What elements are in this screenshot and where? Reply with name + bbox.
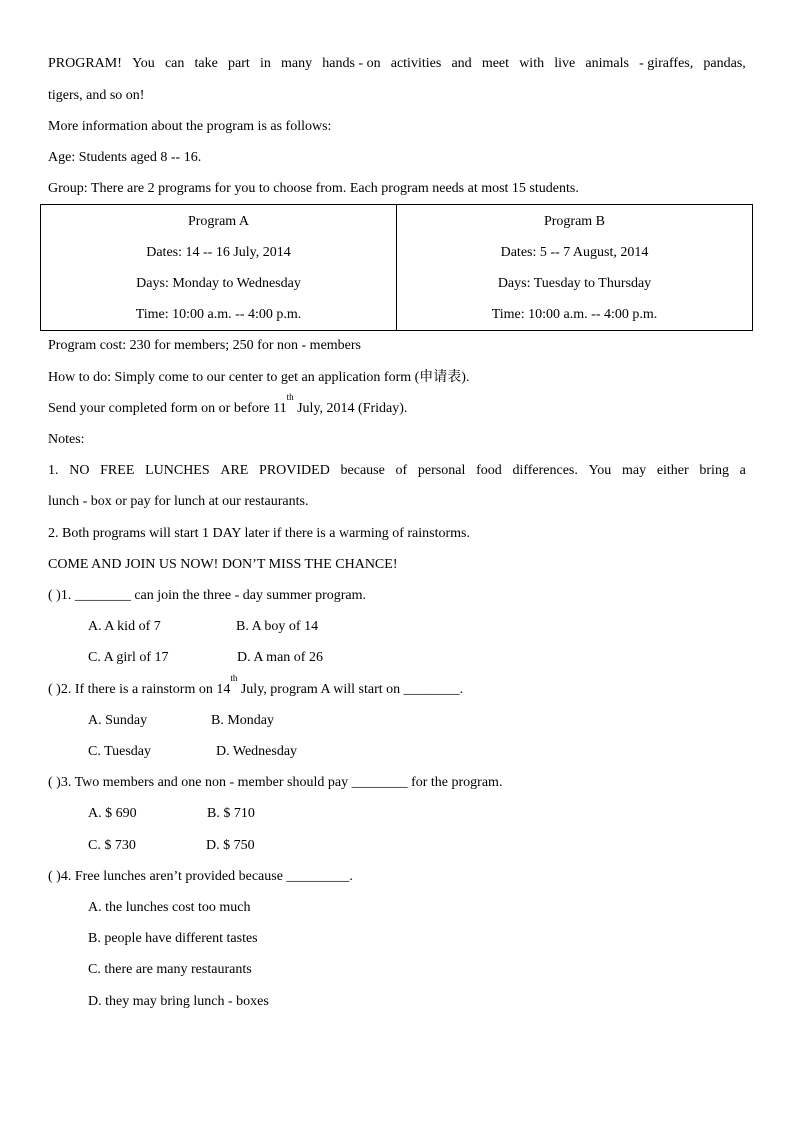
- word: You: [132, 56, 155, 71]
- word: - giraffes,: [639, 56, 694, 71]
- word: many: [280, 56, 313, 71]
- question-1-stem: ( )1. ________ can join the three - day summer program.: [48, 588, 367, 603]
- program-a-time: Time: 10:00 a.m. -- 4:00 p.m.: [135, 307, 302, 322]
- question-2-option-d: D. Wednesday: [216, 744, 298, 759]
- intro-line-1: [48, 55, 746, 73]
- question-2-option-b: B. Monday: [211, 713, 274, 728]
- question-3-option-d: D. $ 750: [206, 838, 255, 853]
- question-2-stem-sup: th: [230, 673, 238, 683]
- word: FREE: [100, 463, 135, 478]
- word: because: [340, 463, 385, 478]
- word: part: [228, 56, 250, 71]
- cost-text: Program cost: 230 for members; 250 for non - members: [48, 338, 361, 353]
- send-text-sup: th: [286, 392, 294, 402]
- word: pandas,: [703, 56, 746, 71]
- word: LUNCHES: [145, 463, 210, 478]
- question-2-option-c: C. Tuesday: [88, 744, 152, 759]
- word: in: [259, 56, 271, 71]
- program-b-days: Days: Tuesday to Thursday: [497, 276, 652, 291]
- word: hands - on: [322, 56, 381, 71]
- word: with: [519, 56, 545, 71]
- word: food: [476, 463, 502, 478]
- program-a-dates: Dates: 14 -- 16 July, 2014: [146, 245, 291, 260]
- note-1-line-2: lunch - box or pay for lunch at our restaurants.: [48, 494, 309, 509]
- note-2-text: 2. Both programs will start 1 DAY later if there is a warming of rainstorms.: [48, 526, 470, 541]
- program-b-name: Program B: [543, 214, 606, 229]
- word: personal: [417, 463, 466, 478]
- word: PROVIDED: [259, 463, 330, 478]
- question-4-stem: ( )4. Free lunches aren’t provided because _________.: [48, 869, 353, 884]
- question-1-option-b: B. A boy of 14: [236, 619, 319, 634]
- word: may: [622, 463, 647, 478]
- more-info-text: More information about the program is as follows:: [48, 119, 332, 134]
- question-1-option-a: A. A kid of 7: [88, 619, 161, 634]
- question-2-stem-before: ( )2. If there is a rainstorm on 14: [48, 682, 231, 697]
- question-2-option-a: A. Sunday: [88, 713, 148, 728]
- send-text-before: Send your completed form on or before 11: [48, 401, 287, 416]
- word: take: [194, 56, 218, 71]
- question-2-stem: [48, 673, 464, 699]
- slogan-text: COME AND JOIN US NOW! DON’T MISS THE CHANCE!: [48, 557, 398, 572]
- age-text: Age: Students aged 8 -- 16.: [48, 150, 202, 165]
- question-4-option-d: D. they may bring lunch - boxes: [88, 994, 269, 1009]
- intro-line-2: tigers, and so on!: [48, 88, 145, 103]
- question-3-option-a: A. $ 690: [88, 806, 137, 821]
- word: can: [164, 56, 185, 71]
- word: live: [554, 56, 576, 71]
- question-3-option-c: C. $ 730: [88, 838, 136, 853]
- word: bring: [699, 463, 729, 478]
- word: differences.: [512, 463, 578, 478]
- question-3-stem: ( )3. Two members and one non - member should pay ________ for the program.: [48, 775, 503, 790]
- program-a-days: Days: Monday to Wednesday: [136, 276, 301, 291]
- how-to-text: How to do: Simply come to our center to get an application form (申请表).: [48, 370, 470, 385]
- program-table: [40, 204, 753, 331]
- word: meet: [481, 56, 510, 71]
- question-4-option-a: A. the lunches cost too much: [88, 900, 251, 915]
- program-b-time: Time: 10:00 a.m. -- 4:00 p.m.: [491, 307, 658, 322]
- word: 1.: [48, 463, 59, 478]
- word: either: [656, 463, 689, 478]
- word: activities: [390, 56, 442, 71]
- word: of: [395, 463, 408, 478]
- question-1-option-c: C. A girl of 17: [88, 650, 169, 665]
- word: a: [739, 463, 746, 478]
- question-4-option-c: C. there are many restaurants: [88, 962, 252, 977]
- program-a-name: Program A: [187, 214, 250, 229]
- word: NO: [69, 463, 90, 478]
- question-1-option-d: D. A man of 26: [237, 650, 323, 665]
- send-text: [48, 392, 408, 418]
- note-1-line-1: [48, 462, 746, 480]
- question-3-option-b: B. $ 710: [207, 806, 255, 821]
- question-2-stem-after: July, program A will start on ________.: [237, 682, 464, 697]
- send-text-after: July, 2014 (Friday).: [293, 401, 408, 416]
- word: ARE: [220, 463, 249, 478]
- word: and: [451, 56, 472, 71]
- notes-label: Notes:: [48, 432, 85, 447]
- program-b-dates: Dates: 5 -- 7 August, 2014: [500, 245, 649, 260]
- program-a-cell: [41, 205, 397, 331]
- word: animals: [585, 56, 629, 71]
- question-4-option-b: B. people have different tastes: [88, 931, 258, 946]
- group-text: Group: There are 2 programs for you to choose from. Each program needs at most 15 students.: [48, 181, 579, 196]
- word: PROGRAM!: [48, 56, 122, 71]
- word: You: [588, 463, 612, 478]
- program-b-cell: [397, 205, 753, 331]
